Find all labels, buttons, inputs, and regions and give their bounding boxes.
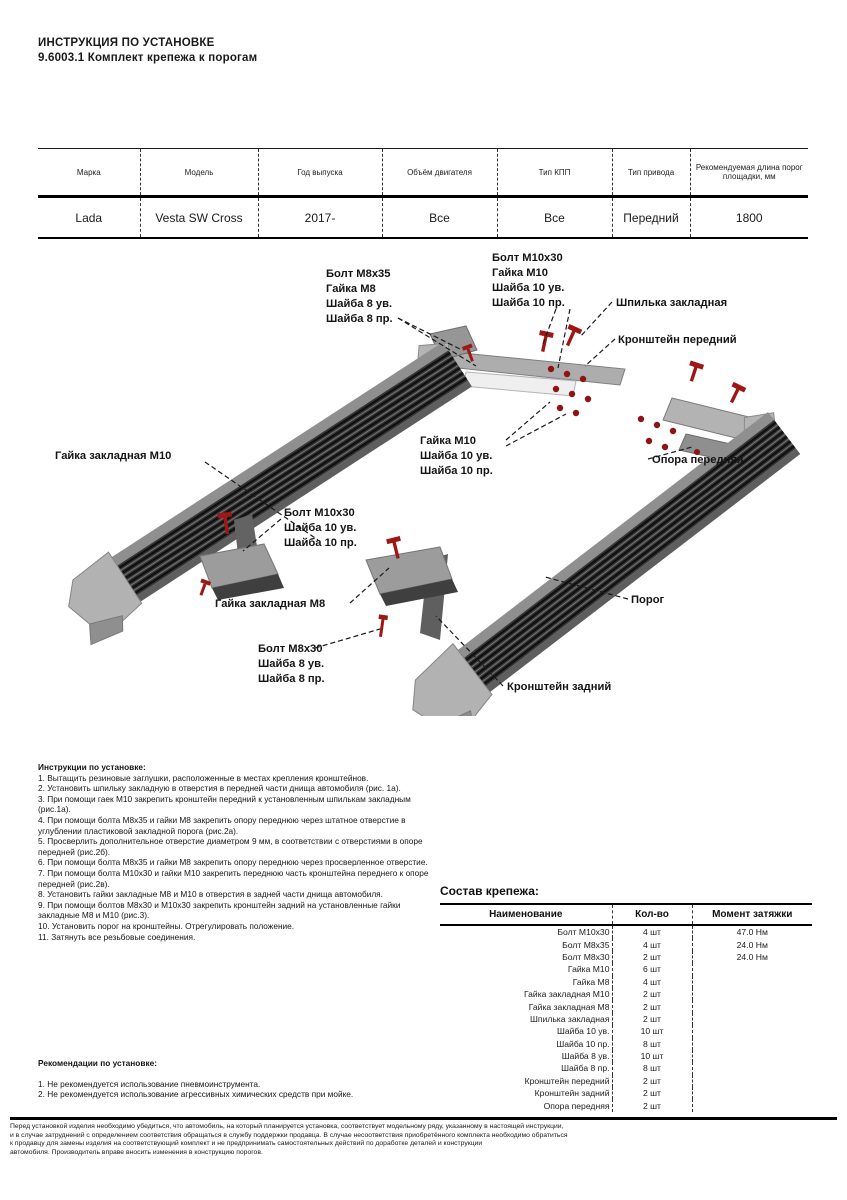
part-qty: 4 шт	[612, 976, 692, 988]
part-torque	[692, 1013, 812, 1025]
parts-row	[440, 1075, 812, 1087]
label-sill: Порог	[631, 594, 665, 606]
part-torque: 24.0 Нм	[692, 951, 812, 963]
parts-row	[440, 925, 812, 938]
part-torque	[692, 976, 812, 988]
label-washer-8-uv: Шайба 8 ув.	[326, 298, 393, 310]
label-nut-m10: Гайка М10	[420, 435, 476, 447]
label-washer-10-pr-mid: Шайба 10 пр.	[284, 537, 357, 549]
parts-row	[440, 1025, 812, 1037]
label-rear-bracket: Кронштейн задний	[507, 681, 612, 693]
recommendations-title: Рекомендации по установке:	[38, 1058, 157, 1068]
parts-row	[440, 988, 812, 1000]
col-header-length: Рекомендуемая длина порог площадки, мм	[690, 149, 808, 197]
parts-row	[440, 1013, 812, 1025]
part-name: Опора передняя	[543, 1100, 610, 1111]
label-washer-8-pr: Шайба 8 пр.	[326, 313, 393, 325]
instruction-item: 2. Установить шпильку закладную в отверстия в передней части днища автомобиля (рис. 1а).	[38, 783, 401, 794]
parts-row	[440, 1062, 812, 1074]
part-qty: 10 шт	[612, 1025, 692, 1037]
instruction-item: 6. При помощи болта М8х35 и гайки М8 закрепить опору переднюю через просверленное отверстие.	[38, 857, 428, 868]
label-washer-10-pr-top: Шайба 10 пр.	[492, 297, 565, 309]
vehicle-table-data-row	[38, 197, 808, 239]
part-torque: 47.0 Нм	[692, 925, 812, 938]
part-name: Шайба 8 ув.	[561, 1051, 610, 1062]
parts-col-qty: Кол-во	[612, 904, 692, 925]
part-qty: 4 шт	[612, 938, 692, 950]
parts-row	[440, 1087, 812, 1099]
exploded-view-diagram	[0, 238, 847, 716]
part-qty: 4 шт	[612, 925, 692, 938]
label-bolt-m10x30-mid: Болт М10х30	[284, 507, 355, 519]
col-header-model: Модель	[140, 149, 258, 197]
label-washer-8-pr-low: Шайба 8 пр.	[258, 673, 325, 685]
part-name: Шайба 10 ув.	[556, 1026, 610, 1037]
part-qty: 6 шт	[612, 963, 692, 975]
parts-row	[440, 963, 812, 975]
recommendation-item: 2. Не рекомендуется использование агрессивных химических средств при мойке.	[38, 1089, 354, 1100]
part-torque	[692, 1025, 812, 1037]
parts-table-header-row	[440, 904, 812, 925]
footer-line: Перед установкой изделия необходимо убедиться, что автомобиль, на который планируется установка, соответствует модельному ряду, указанному в настоящей инструкции,	[10, 1123, 564, 1130]
parts-row	[440, 1000, 812, 1012]
label-anchor-stud: Шпилька закладная	[616, 297, 728, 309]
label-front-bracket: Кронштейн передний	[618, 334, 737, 346]
doc-subtitle: 9.6003.1 Комплект крепежа к порогам	[38, 52, 258, 64]
col-header-engine: Объём двигателя	[382, 149, 497, 197]
col-header-gearbox: Тип КПП	[497, 149, 612, 197]
footer-line: к продавцу для замены изделия на соответствующий комплект и не предпринимать самостоятельных действий по доработке деталей и конструкции	[10, 1140, 483, 1148]
title-block	[38, 36, 257, 66]
parts-row	[440, 976, 812, 988]
instruction-item: 4. При помощи болта М8х35 и гайки М8 закрепить опору переднюю через штатное отверстие в углублении пластиковой закладной порога (рис.2а).	[38, 814, 406, 836]
instruction-item: 8. Установить гайки закладные М8 и М10 в отверстия в задней части днища автомобиля.	[38, 889, 383, 900]
part-torque	[692, 1050, 812, 1062]
part-name: Гайка М10	[567, 964, 610, 975]
footer-disclaimer	[10, 1117, 837, 1157]
part-qty: 8 шт	[612, 1038, 692, 1050]
part-name: Гайка М8	[572, 976, 610, 987]
vehicle-table-header-row	[38, 149, 808, 197]
part-qty: 2 шт	[612, 1013, 692, 1025]
part-torque	[692, 1062, 812, 1074]
part-name: Кронштейн задний	[534, 1088, 610, 1099]
instruction-item: 5. Просверлить дополнительное отверстие диаметром 9 мм, в соответствии с отверстиями в опоре передней (рис.2б).	[38, 836, 423, 857]
part-qty: 2 шт	[612, 1099, 692, 1111]
doc-title: ИНСТРУКЦИЯ ПО УСТАНОВКЕ	[38, 37, 215, 49]
instruction-item: 10. Установить порог на кронштейны. Отрегулировать положение.	[38, 920, 295, 931]
label-bolt-m10x30-top: Болт М10х30	[492, 252, 563, 264]
label-bolt-m8x35: Болт М8х35	[326, 268, 391, 280]
label-washer-8-uv-low: Шайба 8 ув.	[258, 658, 325, 670]
part-torque: 24.0 Нм	[692, 938, 812, 950]
parts-row	[440, 1099, 812, 1111]
cell-engine: Все	[382, 197, 497, 239]
cell-length: 1800	[690, 197, 808, 239]
part-qty: 2 шт	[612, 951, 692, 963]
part-qty: 2 шт	[612, 1000, 692, 1012]
label-anchor-nut-m8: Гайка закладная М8	[215, 598, 326, 610]
parts-table	[440, 903, 812, 1112]
part-torque	[692, 1075, 812, 1087]
cell-drive: Передний	[612, 197, 690, 239]
label-bolt-m8x30: Болт М8х30	[258, 643, 323, 655]
label-washer-10-pr: Шайба 10 пр.	[420, 465, 493, 477]
right-sill-board	[395, 402, 815, 716]
part-torque	[692, 1000, 812, 1012]
rear-bracket-right	[366, 547, 458, 640]
parts-row	[440, 938, 812, 950]
instruction-item: 11. Затянуть все резьбовые соединения.	[38, 931, 196, 942]
label-washer-10-uv: Шайба 10 ув.	[420, 450, 493, 462]
label-washer-10-uv-top: Шайба 10 ув.	[492, 282, 565, 294]
recommendations-block	[38, 1058, 436, 1100]
part-name: Шпилька закладная	[529, 1013, 610, 1024]
cell-year: 2017-	[258, 197, 382, 239]
label-front-support: Опора передняя.	[652, 454, 747, 466]
part-torque	[692, 963, 812, 975]
col-header-brand: Марка	[38, 149, 140, 197]
vehicle-table-wrap	[38, 148, 808, 239]
part-qty: 8 шт	[612, 1062, 692, 1074]
part-torque	[692, 1087, 812, 1099]
parts-row	[440, 1050, 812, 1062]
label-washer-10-uv-mid: Шайба 10 ув.	[284, 522, 357, 534]
parts-block	[440, 884, 814, 1112]
diagram-labels	[55, 252, 747, 693]
cell-model: Vesta SW Cross	[140, 197, 258, 239]
label-nut-m10-top: Гайка М10	[492, 267, 548, 279]
part-qty: 10 шт	[612, 1050, 692, 1062]
cell-brand: Lada	[38, 197, 140, 239]
footer-line: и в случае затруднений с определением соответствия обращаться в службу поддержки продавца. В случае несоответствия приобретённого комплекта необходимо обратиться	[10, 1131, 568, 1139]
part-name: Шайба 10 пр.	[556, 1038, 610, 1049]
part-name: Гайка закладная М8	[528, 1001, 610, 1012]
parts-title: Состав крепежа:	[440, 884, 539, 898]
instruction-item: 9. При помощи болтов М8х30 и М10х30 закрепить кронштейн задний на установленные гайки закладные М8 и М10 (рис.3).	[38, 899, 401, 921]
footer-line: автомобиля. Производитель вправе вносить изменения в конструкцию порогов.	[10, 1148, 263, 1156]
part-name: Болт М8х35	[562, 939, 610, 950]
instructions-title: Инструкции по установке:	[38, 762, 146, 772]
instruction-item: 7. При помощи болта М10х30 и гайки М10 закрепить переднюю часть кронштейна переднего к опоре передней (рис.2в).	[38, 867, 429, 889]
parts-row	[440, 1038, 812, 1050]
cell-gearbox: Все	[497, 197, 612, 239]
part-name: Шайба 8 пр.	[561, 1063, 610, 1074]
part-qty: 2 шт	[612, 1087, 692, 1099]
part-qty: 2 шт	[612, 1075, 692, 1087]
parts-col-name: Наименование	[440, 904, 612, 925]
part-name: Гайка закладная М10	[523, 989, 610, 1000]
part-torque	[692, 1099, 812, 1111]
label-nut-m8: Гайка М8	[326, 283, 376, 295]
parts-col-torque: Момент затяжки	[692, 904, 812, 925]
col-header-drive: Тип привода	[612, 149, 690, 197]
instructions-block	[38, 762, 436, 942]
part-name: Болт М10х30	[557, 927, 610, 938]
instruction-item: 3. При помощи гаек М10 закрепить кронштейн передний к установленным шпилькам закладным (рис.1а).	[38, 793, 411, 815]
part-qty: 2 шт	[612, 988, 692, 1000]
part-name: Болт М8х30	[562, 951, 610, 962]
col-header-year: Год выпуска	[258, 149, 382, 197]
parts-row	[440, 951, 812, 963]
instruction-item: 1. Вытащить резиновые заглушки, расположенные в местах крепления кронштейнов.	[38, 772, 369, 783]
part-torque	[692, 988, 812, 1000]
label-anchor-nut-m10: Гайка закладная М10	[55, 450, 172, 462]
vehicle-table	[38, 148, 808, 239]
part-name: Кронштейн передний	[524, 1075, 610, 1086]
recommendation-item: 1. Не рекомендуется использование пневмоинструмента.	[38, 1078, 261, 1089]
part-torque	[692, 1038, 812, 1050]
